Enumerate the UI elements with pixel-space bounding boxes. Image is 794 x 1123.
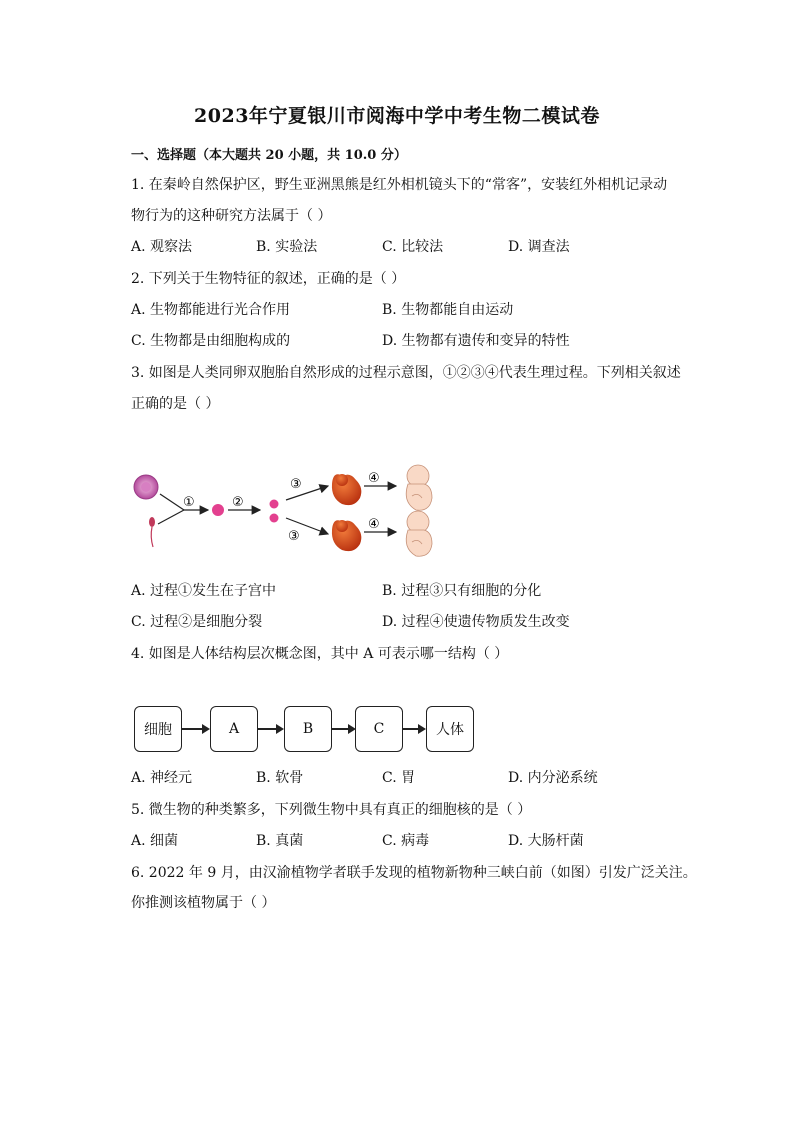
- q5-option-a: A. 细菌: [131, 833, 179, 849]
- process-1-label: ①: [183, 495, 195, 510]
- process-4-lower-label: ④: [368, 517, 380, 532]
- fetus-upper-icon: [406, 465, 432, 510]
- q2-option-a: A. 生物都能进行光合作用: [131, 302, 291, 318]
- q5-option-d: D. 大肠杆菌: [508, 833, 584, 849]
- diagram-arrow-1: [182, 728, 208, 730]
- q1-option-a: A. 观察法: [131, 239, 193, 255]
- q3-option-b: B. 过程③只有细胞的分化: [382, 583, 542, 599]
- egg-cell-icon: [134, 475, 158, 499]
- embryo-lower-icon: [332, 520, 361, 551]
- q2-stem: 2. 下列关于生物特征的叙述，正确的是（ ）: [131, 271, 406, 287]
- q6-stem-line2: 你推测该植物属于（ ）: [131, 895, 276, 911]
- diagram-box-b: B: [284, 706, 332, 752]
- zygote-icon: [212, 504, 224, 516]
- process-3-upper-label: ③: [290, 477, 302, 492]
- q4-option-c: C. 胃: [382, 770, 416, 786]
- q5-option-b: B. 真菌: [256, 833, 304, 849]
- q4-option-b: B. 软骨: [256, 770, 304, 786]
- q3-option-d: D. 过程④使遗传物质发生改变: [382, 614, 570, 630]
- section-heading: 一、选择题（本大题共 20 小题，共 10.0 分）: [131, 148, 407, 163]
- q2-option-b: B. 生物都能自由运动: [382, 302, 514, 318]
- diagram-box-a: A: [210, 706, 258, 752]
- q6-stem-line1: 6. 2022 年 9 月，由汉渝植物学者联手发现的植物新物种三峡白前（如图）引发广泛关注。: [131, 865, 697, 881]
- diagram-box-human-body: 人体: [426, 706, 474, 752]
- q5-stem: 5. 微生物的种类繁多，下列微生物中具有真正的细胞核的是（ ）: [131, 802, 532, 818]
- q2-option-c: C. 生物都是由细胞构成的: [131, 333, 291, 349]
- q1-option-c: C. 比较法: [382, 239, 444, 255]
- sperm-icon: [149, 517, 155, 547]
- process-2-label: ②: [232, 495, 244, 510]
- q3-stem-line1: 3. 如图是人类同卵双胞胎自然形成的过程示意图，①②③④代表生理过程。下列相关叙述: [131, 365, 681, 381]
- diagram-arrow-3: [332, 728, 354, 730]
- q3-option-a: A. 过程①发生在子宫中: [131, 583, 277, 599]
- q4-option-a: A. 神经元: [131, 770, 193, 786]
- twin-formation-figure: [128, 462, 448, 562]
- q4-option-d: D. 内分泌系统: [508, 770, 598, 786]
- embryo-upper-icon: [332, 474, 361, 505]
- split-cell-lower-icon: [270, 514, 279, 523]
- q1-stem-line2: 物行为的这种研究方法属于（ ）: [131, 208, 332, 224]
- diagram-arrow-2: [258, 728, 282, 730]
- diagram-box-cell: 细胞: [134, 706, 182, 752]
- q1-stem-line1: 1. 在秦岭自然保护区，野生亚洲黑熊是红外相机镜头下的“常客”，安装红外相机记录动: [131, 177, 668, 193]
- q1-option-b: B. 实验法: [256, 239, 318, 255]
- q3-option-c: C. 过程②是细胞分裂: [131, 614, 263, 630]
- q1-option-d: D. 调查法: [508, 239, 570, 255]
- diagram-box-c: C: [355, 706, 403, 752]
- fetus-lower-icon: [406, 511, 432, 556]
- q2-option-d: D. 生物都有遗传和变异的特性: [382, 333, 570, 349]
- q4-stem: 4. 如图是人体结构层次概念图，其中 A 可表示哪一结构（ ）: [131, 646, 509, 662]
- q3-stem-line2: 正确的是（ ）: [131, 396, 220, 412]
- page-title: 2023年宁夏银川市阅海中学中考生物二模试卷: [194, 105, 600, 127]
- process-4-upper-label: ④: [368, 471, 380, 486]
- process-3-lower-label: ③: [288, 529, 300, 544]
- diagram-arrow-4: [403, 728, 424, 730]
- split-cell-upper-icon: [270, 500, 279, 509]
- q5-option-c: C. 病毒: [382, 833, 430, 849]
